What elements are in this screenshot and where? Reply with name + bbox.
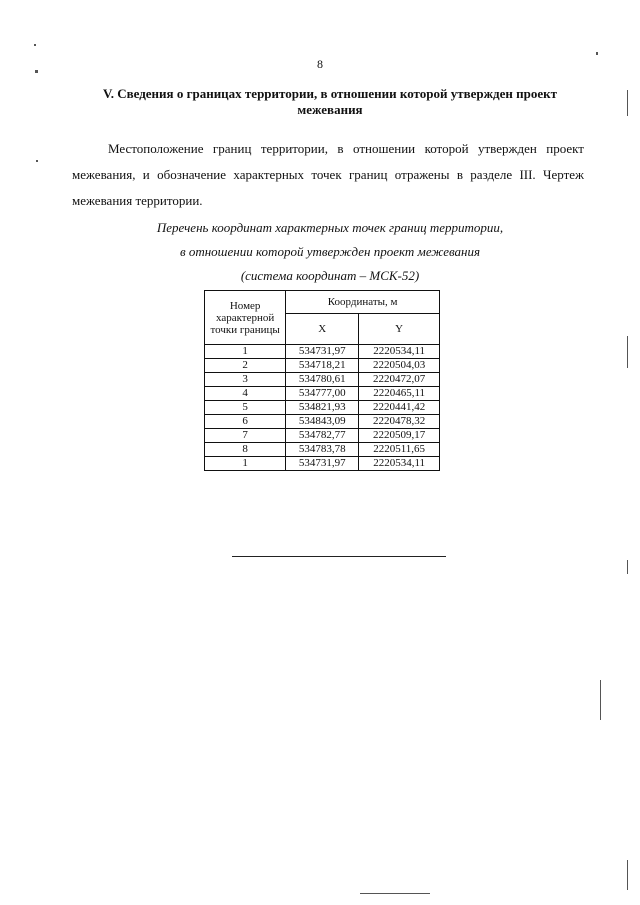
cell-y: 2220534,11: [359, 457, 440, 471]
scan-mark: [627, 860, 628, 890]
scan-mark: [627, 560, 628, 574]
cell-point-number: 8: [205, 443, 286, 457]
scan-mark: [360, 893, 430, 894]
table-caption: [72, 216, 588, 288]
table-caption-line-2: в отношении которой утвержден проект межевания: [179, 244, 481, 259]
cell-point-number: 2: [205, 359, 286, 373]
cell-point-number: 5: [205, 401, 286, 415]
header-x: X: [286, 314, 359, 345]
table-header-row: [205, 291, 440, 314]
cell-x: 534782,77: [286, 429, 359, 443]
cell-y: 2220441,42: [359, 401, 440, 415]
cell-point-number: 1: [205, 457, 286, 471]
cell-y: 2220465,11: [359, 387, 440, 401]
cell-x: 534777,00: [286, 387, 359, 401]
cell-y: 2220511,65: [359, 443, 440, 457]
cell-y: 2220534,11: [359, 345, 440, 359]
cell-point-number: 7: [205, 429, 286, 443]
table-row: [205, 373, 440, 387]
cell-x: 534780,61: [286, 373, 359, 387]
cell-y: 2220478,32: [359, 415, 440, 429]
table-row: [205, 457, 440, 471]
table-caption-line-3: (система координат – МСК-52): [240, 268, 420, 283]
table-caption-line-1: Перечень координат характерных точек границ территории,: [156, 220, 504, 235]
header-point-number: Номер характерной точки границы: [205, 291, 286, 345]
scan-mark: [36, 160, 38, 162]
scan-mark: [35, 70, 38, 73]
table-row: [205, 415, 440, 429]
cell-x: 534821,93: [286, 401, 359, 415]
header-coordinates: Координаты, м: [286, 291, 440, 314]
cell-x: 534783,78: [286, 443, 359, 457]
cell-y: 2220504,03: [359, 359, 440, 373]
scan-mark: [34, 44, 36, 46]
cell-x: 534843,09: [286, 415, 359, 429]
bottom-rule: [232, 556, 446, 557]
coordinates-table: [204, 290, 440, 471]
table-row: [205, 359, 440, 373]
cell-point-number: 3: [205, 373, 286, 387]
table-row: [205, 345, 440, 359]
cell-point-number: 4: [205, 387, 286, 401]
cell-y: 2220509,17: [359, 429, 440, 443]
table-row: [205, 387, 440, 401]
section-heading: V. Сведения о границах территории, в отношении которой утвержден проект межевания: [102, 86, 558, 117]
cell-x: 534718,21: [286, 359, 359, 373]
table-row: [205, 443, 440, 457]
scan-mark: [627, 90, 628, 116]
scan-mark: [596, 52, 598, 55]
scan-mark: [600, 680, 601, 720]
cell-point-number: 1: [205, 345, 286, 359]
cell-x: 534731,97: [286, 345, 359, 359]
table-row: [205, 401, 440, 415]
page-number: 8: [317, 57, 323, 71]
cell-x: 534731,97: [286, 457, 359, 471]
cell-y: 2220472,07: [359, 373, 440, 387]
cell-point-number: 6: [205, 415, 286, 429]
table-row: [205, 429, 440, 443]
header-y: Y: [359, 314, 440, 345]
body-paragraph: Местоположение границ территории, в отношении которой утвержден проект межевания, и обозначение характерных точек границ отражены в разделе III. Чертеж межевания территории.: [72, 141, 584, 208]
scan-mark: [627, 336, 628, 368]
